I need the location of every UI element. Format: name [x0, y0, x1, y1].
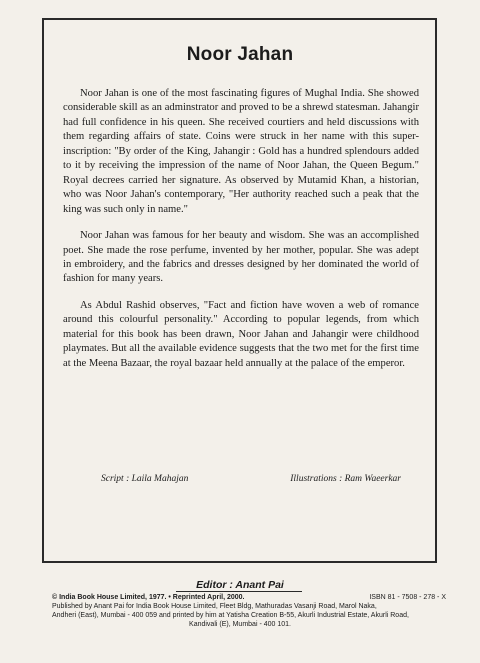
publisher-line-1: Published by Anant Pai for India Book House Limited, Fleet Bldg, Mathuradas Vasanji Road, Marol Naka, [52, 603, 377, 610]
publisher-line-2: Andheri (East), Mumbai - 400 059 and printed by him at Yatisha Creation B-55, Akurli Industrial Estate, Akurli Road, [52, 612, 409, 619]
paragraph-2: Noor Jahan was famous for her beauty and wisdom. She was an accomplished poet. She made the rose perfume, invented by her mother, popular. She was adept in embroidery, and the fabrics and dresses designed by her dominated the world of fashion for many years. [63, 230, 419, 285]
editor-underline [176, 591, 302, 592]
copyright-line [52, 593, 446, 602]
copyright-text: © India Book House Limited, 1977. • Reprinted April, 2000. [52, 594, 245, 601]
body-text [63, 87, 419, 383]
script-credit: Script : Laila Mahajan [101, 474, 189, 484]
paragraph-3: As Abdul Rashid observes, "Fact and fiction have woven a web of romance around this colourful personality." According to popular legends, from which material for this book has been drawn, Noor Jahan and Jahangir were childhood playmates. But all the available evidence suggests that the two met for the first time at the Meena Bazaar, the royal bazaar held annually at the palace of the emperor. [63, 299, 419, 369]
isbn: ISBN 81 - 7508 - 278 - X [369, 594, 446, 601]
page-title: Noor Jahan [186, 44, 294, 65]
publisher-line-3: Kandivali (E), Mumbai - 400 101. [189, 621, 291, 628]
paragraph-1: Noor Jahan is one of the most fascinating figures of Mughal India. She showed considerable skill as an adminstrator and proved to be a shrewd statesman. Jahangir had full confidence in his queen. She received courtiers and held discussions with them regarding affairs of state. Coins were struck in her name with this super-inscription: "By order of the King, Jahangir : Gold has a hundred splendours added to it by receiving the impression of the name of Noor Jahan, the Queen Begum." Royal decrees carried her signature. As observed by Mutamid Khan, a historian, who was Noor Jahan's contemporary, "Her authority reached such a peak that the king was such only in name." [63, 88, 419, 215]
illustrations-credit: Illustrations : Ram Waeerkar [290, 474, 401, 484]
editor-credit: Editor : Anant Pai [196, 579, 284, 591]
